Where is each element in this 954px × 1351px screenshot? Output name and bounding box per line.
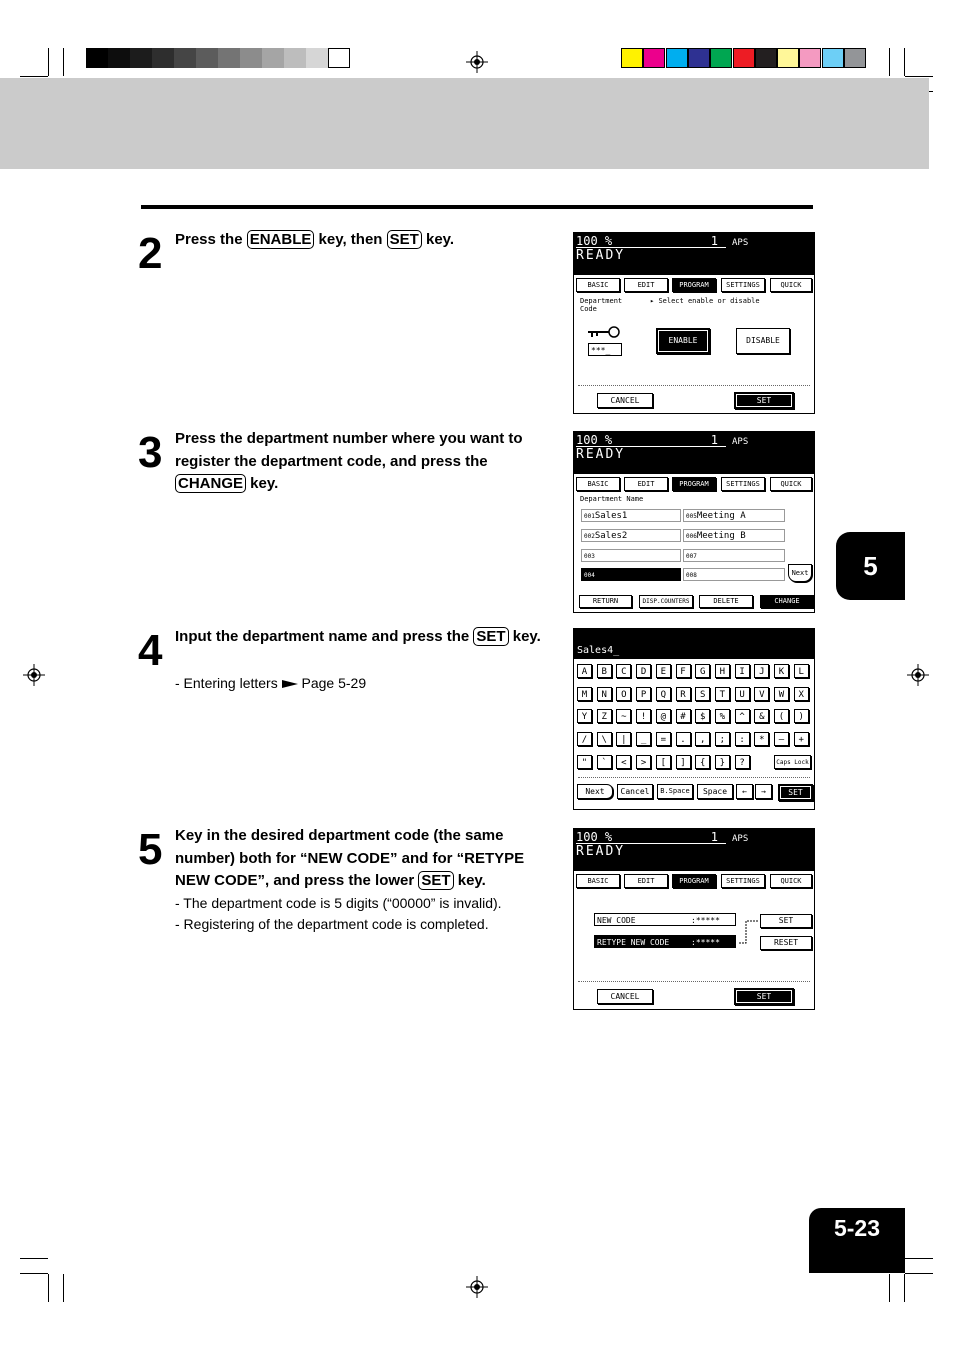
color-swatch	[777, 48, 799, 68]
keyboard-key[interactable]: [	[656, 755, 671, 769]
step-text: Input the department name and press the	[175, 628, 474, 645]
keyboard-key[interactable]: I	[735, 664, 750, 678]
keyboard-key[interactable]: =	[656, 732, 671, 746]
section-heading: Department Code	[580, 297, 623, 313]
set-key-label: SET	[418, 871, 453, 890]
keyboard-key[interactable]: %	[715, 709, 730, 723]
copy-count: 1	[710, 433, 718, 447]
gray-swatch	[328, 48, 350, 68]
keyboard-key[interactable]: —	[774, 732, 789, 746]
status-header	[574, 432, 814, 474]
tab-quick[interactable]: QUICK	[770, 278, 812, 292]
screen-letter-input	[573, 628, 815, 810]
step-instruction	[175, 428, 555, 496]
color-swatch	[822, 48, 844, 68]
step-number: 2	[138, 229, 163, 278]
slot-name: Meeting B	[696, 531, 746, 541]
section-rule	[141, 205, 813, 209]
keyboard-key[interactable]: D	[636, 664, 651, 678]
ready-status: READY	[576, 447, 626, 462]
department-slot[interactable]	[581, 529, 681, 542]
keyboard-key[interactable]: (	[774, 709, 789, 723]
keyboard-key[interactable]: \	[597, 732, 612, 746]
keyboard-key[interactable]: X	[794, 687, 809, 701]
keyboard-key[interactable]: H	[715, 664, 730, 678]
color-swatch	[688, 48, 710, 68]
tab-basic[interactable]: BASIC	[576, 874, 620, 888]
tab-quick[interactable]: QUICK	[770, 874, 812, 888]
keyboard-key[interactable]: G	[695, 664, 710, 678]
step-note: - Registering of the department code is completed.	[175, 916, 489, 932]
cancel-button[interactable]: CANCEL	[597, 393, 653, 408]
keyboard-key[interactable]: Y	[577, 709, 592, 723]
enable-key-label: ENABLE	[247, 230, 315, 249]
zoom-readout	[576, 831, 726, 844]
slot-number: 002	[584, 533, 595, 540]
bracket-connector	[738, 919, 758, 947]
slot-number: 006	[686, 533, 697, 540]
tab-program[interactable]: PROGRAM	[672, 278, 716, 292]
tab-edit[interactable]: EDIT	[624, 477, 668, 491]
keyboard-key[interactable]: $	[695, 709, 710, 723]
keyboard-key[interactable]: !	[636, 709, 651, 723]
color-swatch	[755, 48, 777, 68]
gray-swatch	[306, 48, 328, 68]
tab-settings[interactable]: SETTINGS	[721, 278, 765, 292]
keyboard-key[interactable]: B	[597, 664, 612, 678]
slot-number: 008	[686, 572, 697, 579]
keyboard-key[interactable]: U	[735, 687, 750, 701]
department-slot-selected[interactable]	[581, 568, 681, 581]
keyboard-key[interactable]: V	[754, 687, 769, 701]
status-header	[574, 233, 814, 275]
gray-swatch	[218, 48, 240, 68]
step-text: key.	[453, 872, 486, 889]
set-key-label: SET	[473, 627, 508, 646]
keyboard-key[interactable]: |	[616, 732, 631, 746]
keyboard-key[interactable]: M	[577, 687, 592, 701]
crop-mark	[889, 48, 890, 76]
slot-number: 005	[686, 513, 697, 520]
crop-mark	[63, 48, 64, 76]
chapter-tab: 5	[836, 532, 905, 600]
set-button[interactable]: SET	[778, 784, 813, 801]
keyboard-key[interactable]: &	[754, 709, 769, 723]
crop-mark	[63, 1274, 64, 1302]
paper-mode: APS	[732, 238, 749, 248]
registration-mark-icon	[466, 1276, 488, 1298]
header-banner	[0, 78, 929, 169]
gray-swatch	[196, 48, 218, 68]
step-text: key.	[508, 628, 541, 645]
tab-basic[interactable]: BASIC	[576, 477, 620, 491]
keyboard-key[interactable]: J	[754, 664, 769, 678]
step-text: Press the	[175, 231, 247, 248]
keyboard-key[interactable]: R	[676, 687, 691, 701]
keyboard-key[interactable]: )	[794, 709, 809, 723]
screen-new-code	[573, 828, 815, 1010]
screen-department-code	[573, 232, 815, 414]
disp-counters-button[interactable]: DISP.COUNTERS	[639, 595, 693, 608]
registration-mark-icon	[23, 664, 45, 686]
paper-mode: APS	[732, 437, 749, 447]
reset-button[interactable]: RESET	[760, 936, 812, 950]
keyboard-key[interactable]: /	[577, 732, 592, 746]
slot-name: Sales2	[594, 531, 628, 541]
step-number: 4	[138, 626, 163, 675]
color-swatch	[733, 48, 755, 68]
tab-program[interactable]: PROGRAM	[672, 477, 716, 491]
color-swatch	[710, 48, 732, 68]
keyboard-key[interactable]: Z	[597, 709, 612, 723]
copy-count: 1	[710, 234, 718, 248]
keyboard-key[interactable]: +	[794, 732, 809, 746]
next-button[interactable]: Next	[577, 784, 613, 799]
zoom-readout	[576, 235, 726, 248]
keyboard-key[interactable]: #	[676, 709, 691, 723]
step-text: Key in the desired department code (the same number) both for “NEW CODE” and for “RETYPE NEW CODE”, and press the lower	[175, 827, 525, 889]
keyboard-key[interactable]: "	[577, 755, 592, 769]
section-heading: Department Name	[580, 495, 644, 503]
keyboard-key[interactable]: }	[715, 755, 730, 769]
keyboard-key[interactable]: ?	[735, 755, 750, 769]
department-slot[interactable]	[581, 509, 681, 522]
step-number: 5	[138, 825, 163, 874]
code-mask-field: ***_	[588, 343, 622, 356]
keyboard-key[interactable]: ;	[715, 732, 730, 746]
change-button[interactable]: CHANGE	[760, 595, 814, 608]
crop-mark	[905, 76, 933, 77]
gray-swatch	[86, 48, 108, 68]
keyboard-key[interactable]: ~	[616, 709, 631, 723]
keyboard-key[interactable]: ]	[676, 755, 691, 769]
department-slot[interactable]	[581, 549, 681, 562]
note-text: - Entering letters	[175, 675, 282, 691]
crop-mark	[48, 48, 49, 76]
keyboard-key[interactable]: T	[715, 687, 730, 701]
department-slot[interactable]	[683, 509, 785, 522]
keyboard-key[interactable]: P	[636, 687, 651, 701]
divider	[578, 385, 810, 386]
keyboard-key[interactable]: F	[676, 664, 691, 678]
delete-button[interactable]: DELETE	[699, 595, 753, 608]
step-note	[175, 673, 366, 694]
set-key-label: SET	[387, 230, 422, 249]
retype-code-field[interactable]	[594, 935, 736, 948]
space-button[interactable]: Space	[697, 784, 733, 799]
keyboard-key[interactable]: <	[616, 755, 631, 769]
keyboard-key[interactable]: :	[735, 732, 750, 746]
keyboard-key[interactable]: K	[774, 664, 789, 678]
keyboard-key[interactable]: O	[616, 687, 631, 701]
color-swatch	[799, 48, 821, 68]
gray-swatch	[108, 48, 130, 68]
step-note: - The department code is 5 digits (“00000” is invalid).	[175, 895, 502, 911]
slot-number: 004	[584, 572, 595, 579]
slot-number: 003	[584, 553, 595, 560]
cursor-left-button[interactable]: ←	[736, 784, 753, 799]
tab-settings[interactable]: SETTINGS	[721, 477, 765, 491]
department-slot[interactable]	[683, 568, 785, 581]
zoom-value: 100 %	[576, 433, 613, 447]
color-swatch	[666, 48, 688, 68]
next-page-button[interactable]: Next	[788, 564, 812, 582]
tab-edit[interactable]: EDIT	[624, 278, 668, 292]
keyboard-key[interactable]: ,	[695, 732, 710, 746]
new-code-value: :*****	[691, 916, 720, 925]
step-number: 3	[138, 428, 163, 477]
gray-swatch	[152, 48, 174, 68]
gray-swatch	[130, 48, 152, 68]
ready-status: READY	[576, 844, 626, 859]
disable-button[interactable]: DISABLE	[736, 328, 790, 354]
tab-program[interactable]: PROGRAM	[672, 874, 716, 888]
gray-swatch	[174, 48, 196, 68]
slot-name: Sales1	[594, 511, 628, 521]
step-instruction	[175, 825, 555, 893]
gray-swatch	[284, 48, 306, 68]
color-swatch	[621, 48, 643, 68]
zoom-value: 100 %	[576, 830, 613, 844]
instruction-text: ▸ Select enable or disable	[650, 297, 760, 305]
paper-mode: APS	[732, 834, 749, 844]
slot-name: Meeting A	[696, 511, 746, 521]
crop-mark	[48, 1274, 49, 1302]
keyboard-key[interactable]: ^	[735, 709, 750, 723]
step-text: key.	[421, 231, 455, 248]
screen-department-name	[573, 431, 815, 613]
caps-lock-key[interactable]: Caps Lock	[774, 755, 811, 769]
crop-mark	[20, 1273, 48, 1274]
step-text: Press the department number where you want to register the department code, and press the	[175, 430, 523, 470]
step-text: key.	[246, 475, 279, 492]
crop-mark	[905, 1273, 933, 1274]
step-instruction	[175, 626, 555, 649]
copy-count: 1	[710, 830, 718, 844]
input-display	[574, 629, 814, 659]
slot-number: 001	[584, 513, 595, 520]
enable-button[interactable]: ENABLE	[656, 328, 710, 354]
backspace-button[interactable]: B.Space	[657, 784, 693, 799]
tab-basic[interactable]: BASIC	[576, 278, 620, 292]
set-button[interactable]: SET	[734, 988, 794, 1005]
cursor-right-button[interactable]: →	[755, 784, 772, 799]
tab-edit[interactable]: EDIT	[624, 874, 668, 888]
crop-mark	[889, 1274, 890, 1302]
registration-mark-icon	[466, 51, 488, 73]
keyboard-key[interactable]: C	[616, 664, 631, 678]
keyboard-key[interactable]: *	[754, 732, 769, 746]
tab-settings[interactable]: SETTINGS	[721, 874, 765, 888]
cancel-button[interactable]: CANCEL	[597, 989, 653, 1004]
set-button[interactable]: SET	[734, 392, 794, 409]
ready-status: READY	[576, 248, 626, 263]
retype-code-value: :*****	[691, 938, 720, 947]
keyboard-key[interactable]: .	[676, 732, 691, 746]
keyboard-key[interactable]: @	[656, 709, 671, 723]
crop-mark	[905, 1258, 933, 1259]
instruction-label: Select enable or disable	[658, 297, 760, 305]
set-code-button[interactable]: SET	[760, 914, 812, 928]
new-code-label: NEW CODE	[597, 916, 636, 925]
zoom-readout	[576, 434, 726, 447]
gray-swatch	[240, 48, 262, 68]
function-tabs	[574, 276, 814, 294]
note-text: Page 5-29	[297, 675, 367, 691]
zoom-value: 100 %	[576, 234, 613, 248]
keyboard-key[interactable]: {	[695, 755, 710, 769]
new-code-field[interactable]	[594, 913, 736, 926]
crop-mark	[904, 1274, 905, 1302]
color-swatch	[844, 48, 866, 68]
keyboard-key[interactable]: >	[636, 755, 651, 769]
department-slot[interactable]	[683, 549, 785, 562]
step-instruction	[175, 229, 555, 252]
input-text: Sales4_	[577, 645, 620, 656]
slot-number: 007	[686, 553, 697, 560]
keyboard-key[interactable]: Q	[656, 687, 671, 701]
keyboard-key[interactable]: `	[597, 755, 612, 769]
keyboard-key[interactable]: E	[656, 664, 671, 678]
divider	[578, 981, 810, 982]
retype-code-label: RETYPE NEW CODE	[597, 938, 670, 947]
change-key-label: CHANGE	[175, 474, 246, 493]
keyboard-key[interactable]: S	[695, 687, 710, 701]
keyboard-key[interactable]: W	[774, 687, 789, 701]
divider	[578, 777, 810, 778]
page-number: 5-23	[809, 1208, 905, 1273]
function-tabs	[574, 475, 814, 493]
keyboard-key[interactable]: N	[597, 687, 612, 701]
keyboard-key[interactable]: L	[794, 664, 809, 678]
department-slot[interactable]	[683, 529, 785, 542]
step-text: key, then	[314, 231, 387, 248]
keyboard-key[interactable]: _	[636, 732, 651, 746]
status-header	[574, 829, 814, 871]
function-tabs	[574, 872, 814, 890]
gray-swatch	[262, 48, 284, 68]
crop-mark	[20, 1258, 48, 1259]
return-button[interactable]: RETURN	[579, 595, 632, 608]
registration-mark-icon	[907, 664, 929, 686]
crop-mark	[904, 48, 905, 76]
tab-quick[interactable]: QUICK	[770, 477, 812, 491]
arrow-right-icon	[282, 679, 298, 689]
color-swatch	[643, 48, 665, 68]
key-icon	[586, 325, 622, 339]
crop-mark	[20, 76, 48, 77]
keyboard-key[interactable]: A	[577, 664, 592, 678]
cancel-button[interactable]: Cancel	[617, 784, 653, 799]
